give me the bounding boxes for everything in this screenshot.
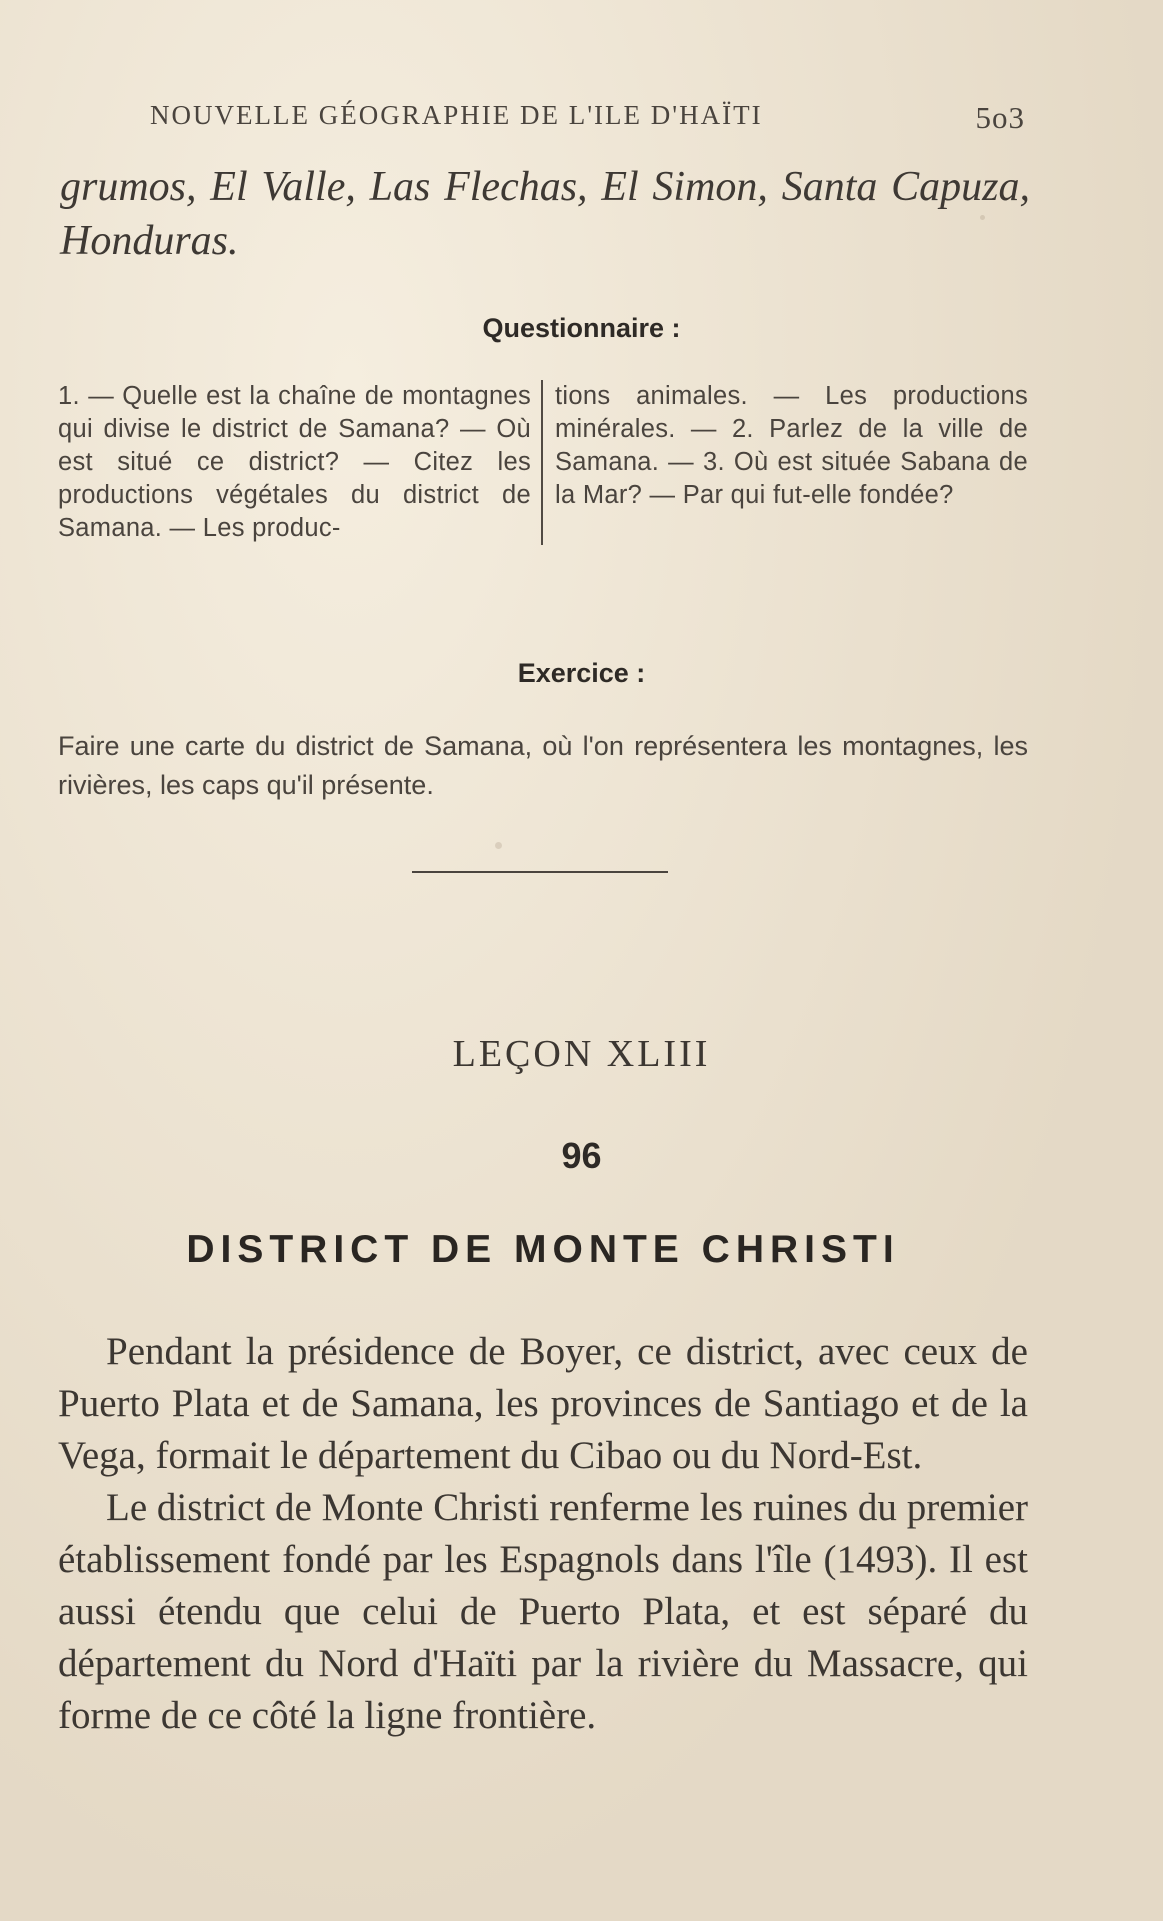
questionnaire-right-column: tions animales. — Les productions minérales. — 2. Parlez de la ville de Samana. — 3. Où est située Sabana de la Mar? — Par qui fut-elle fondée? (555, 382, 1028, 509)
paper-speck (980, 215, 985, 220)
exercise-heading: Exercice : (517, 658, 646, 688)
lesson-body (58, 1326, 1028, 1742)
lesson-label: LEÇON XLIII (452, 1033, 711, 1075)
exercise-text: Faire une carte du district de Samana, où l'on représentera les montagnes, les rivières, les caps qu'il présente. (58, 731, 1028, 800)
running-title: NOUVELLE GÉOGRAPHIE DE L'ILE D'HAÏTI (150, 100, 763, 130)
section-divider (412, 871, 668, 873)
paper-speck (495, 842, 502, 849)
lesson-title: DISTRICT DE MONTE CHRISTI (186, 1228, 900, 1271)
lesson-number: 96 (561, 1135, 602, 1176)
lesson-paragraph-2: Le district de Monte Christi renferme les ruines du premier établissement fondé par les Espagnols dans l'île (1493). Il est aussi étendu que celui de Puerto Plata, et est séparé du département du Nord d'Haïti par la rivière du Massacre, qui forme de ce côté la ligne frontière. (58, 1486, 1028, 1737)
lesson-paragraph-1: Pendant la présidence de Boyer, ce district, avec ceux de Puerto Plata et de Samana, les provinces de Santiago et de la Vega, formait le département du Cibao ou du Nord-Est. (58, 1330, 1028, 1477)
page-number: 5o3 (975, 100, 1025, 135)
intro-place-names: grumos, El Valle, Las Flechas, El Simon, Santa Capuza, Honduras. (60, 164, 1030, 264)
questionnaire-columns (58, 380, 1028, 545)
running-head (150, 100, 1025, 136)
questionnaire-heading: Questionnaire : (482, 313, 681, 343)
questionnaire-left-column: 1. — Quelle est la chaîne de montagnes qui divise le district de Samana? — Où est situé ce district? — Citez les productions végétales du district de Samana. — Les produc- (58, 380, 543, 545)
